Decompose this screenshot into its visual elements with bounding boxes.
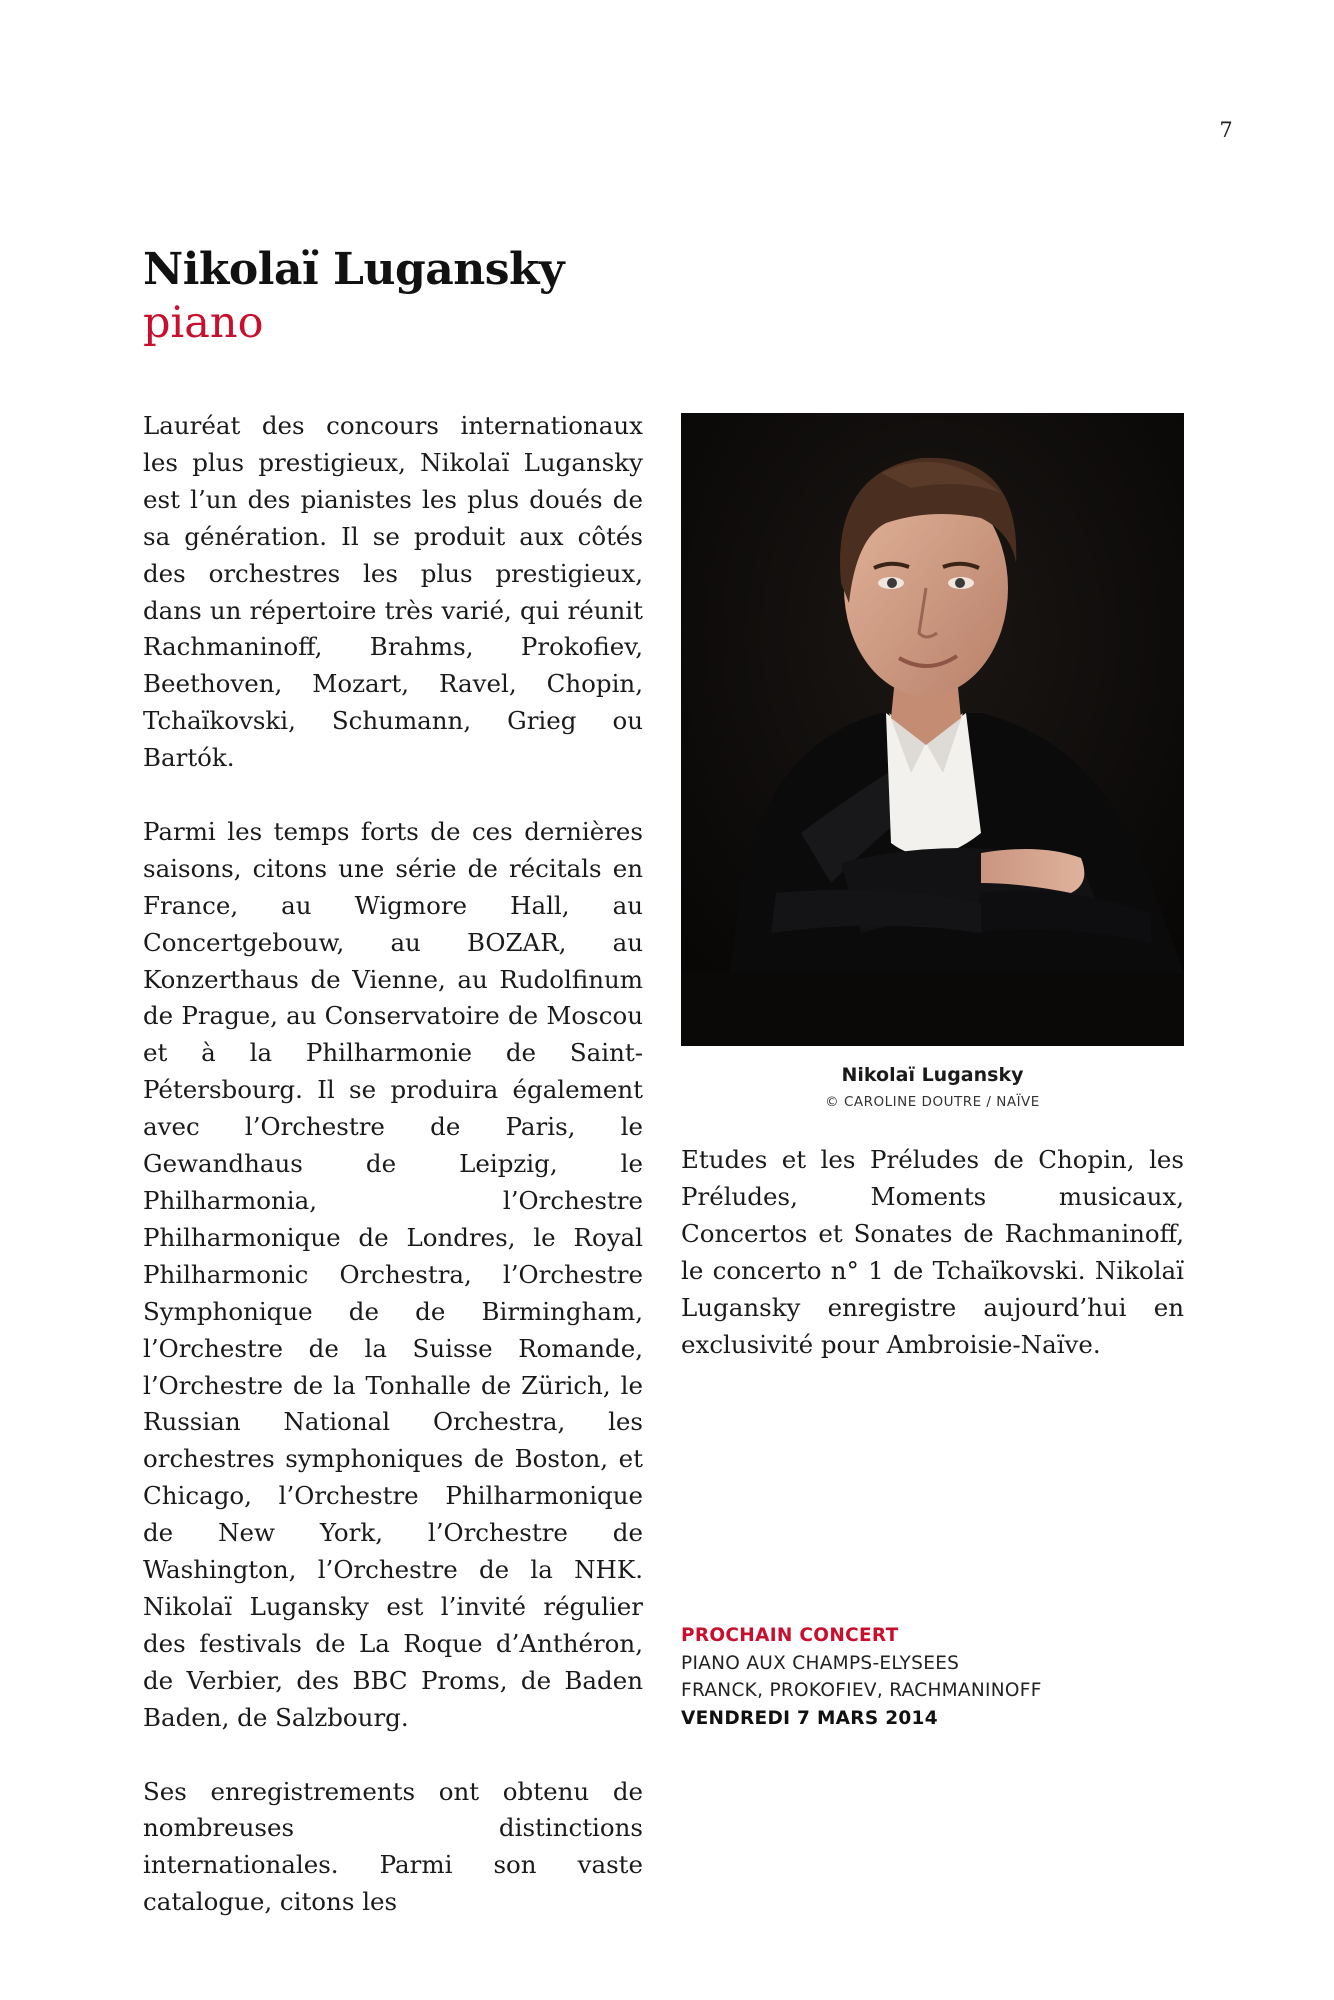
photo-caption-name: Nikolaï Lugansky [841, 1064, 1024, 1086]
photo-caption-credit: © CAROLINE DOUTRE / NAÏVE [825, 1094, 1040, 1110]
next-concert-program: FRANCK, PROKOFIEV, RACHMANINOFF [681, 1680, 1042, 1701]
biography-paragraph-1: Lauréat des concours internationaux les plus prestigieux, Nikolaï Lugansky est l’un des pianistes les plus doués de sa génération. Il se produit aux côtés des orchestres les plus prestigieux, dans un répertoire très varié, qui réunit Rachmaninoff, Brahms, Prokofiev, Beethoven, Mozart, Ravel, Chopin, Tchaïkovski, Schumann, Grieg ou Bartók. [143, 411, 643, 773]
next-concert-venue: PIANO AUX CHAMPS-ELYSEES [681, 1652, 960, 1674]
biography-continuation: Etudes et les Préludes de Chopin, les Préludes, Moments musicaux, Concertos et Sonates de Rachmaninoff, le concerto n° 1 de Tchaïkovski. Nikolaï Lugansky enregistre aujourd’hui en exclusivité pour Ambroisie-Naïve. [681, 1145, 1184, 1359]
instrument-subtitle: piano [143, 298, 264, 348]
biography-paragraph-3: Ses enregistrements ont obtenu de nombreuses distinctions internationales. Parmi son vaste catalogue, citons les [143, 1776, 643, 1917]
next-concert-date: VENDREDI 7 MARS 2014 [681, 1707, 938, 1729]
page-number: 7 [1219, 118, 1233, 142]
biography-paragraph-2: Parmi les temps forts de ces dernières saisons, citons une série de récitals en France, au Wigmore Hall, au Concertgebouw, au BOZAR, au Konzerthaus de Vienne, au Rudolfinum de Prague, au Conservatoire de Moscou et à la Philharmonie de Saint-Pétersbourg. Il se produira également avec l’Orchestre de Paris, le Gewandhaus de Leipzig, le Philharmonia, l’Orchestre Philharmonique de Londres, le Royal Philharmonic Orchestra, l’Orchestre Symphonique de de Birmingham, l’Orchestre de la Suisse Romande, l’Orchestre de la Tonhalle de Zürich, le Russian National Orchestra, les orchestres symphoniques de Boston, et Chicago, l’Orchestre Philharmonique de New York, l’Orchestre de Washington, l’Orchestre de la NHK. Nikolaï Lugansky est l’invité régulier des festivals de La Roque d’Anthéron, de Verbier, des BBC Proms, de Baden Baden, de Salzbourg. [143, 816, 643, 1732]
biography-right-column [681, 1142, 1184, 1363]
biography-left-column [143, 408, 643, 1921]
artist-portrait-photo [681, 413, 1184, 1046]
portrait-illustration [681, 413, 1184, 1046]
next-concert-heading: PROCHAIN CONCERT [681, 1625, 899, 1646]
next-concert-block [681, 1622, 1184, 1732]
artist-name-title: Nikolaï Lugansky [143, 244, 565, 295]
